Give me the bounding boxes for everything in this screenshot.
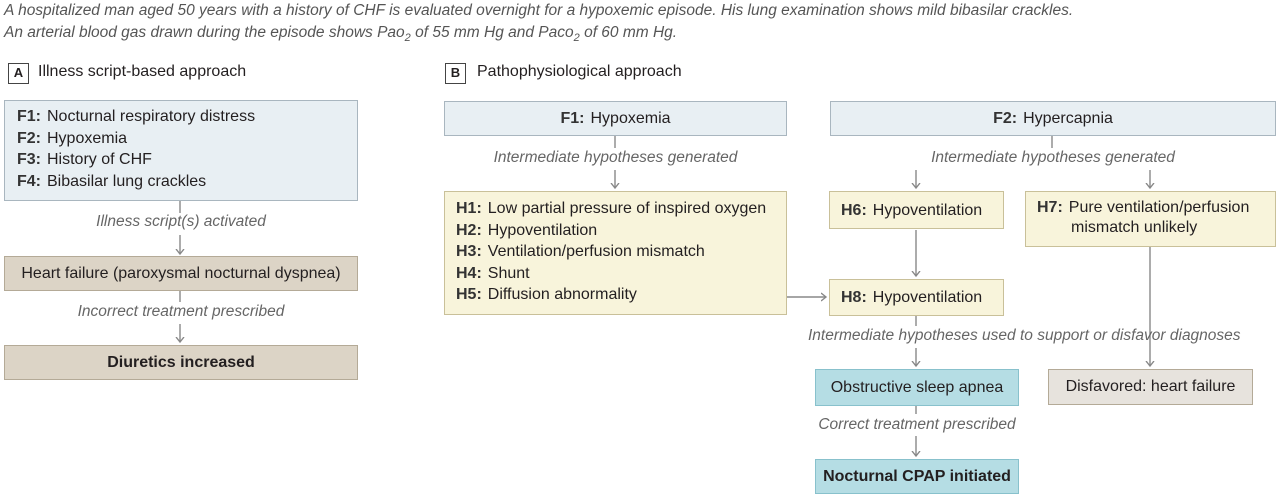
panel-b-note-left: Intermediate hypotheses generated — [493, 149, 738, 166]
hypothesis-h3: H3: Ventilation/perfusion mismatch — [456, 243, 705, 260]
panel-b-treatment-box: Nocturnal CPAP initiated — [815, 459, 1019, 494]
panel-b-title: Pathophysiological approach — [477, 63, 682, 80]
panel-a-note-incorrect: Incorrect treatment prescribed — [77, 303, 285, 320]
case-description — [4, 0, 1274, 49]
panel-b-letter: B — [445, 63, 466, 84]
panel-b-note-support: Intermediate hypotheses used to support or disfavor diagnoses — [808, 327, 1241, 344]
panel-a-diagnosis-box: Heart failure (paroxysmal nocturnal dyspnea) — [4, 256, 358, 291]
panel-b-diagnosis-box: Obstructive sleep apnea — [815, 369, 1019, 406]
panel-b-disfavored-box: Disfavored: heart failure — [1048, 369, 1253, 405]
panel-a-letter: A — [8, 63, 29, 84]
panel-b-h7-box: H7: Pure ventilation/perfusion mismatch unlikely — [1025, 191, 1276, 247]
finding-f1: F1: Nocturnal respiratory distress — [17, 108, 256, 125]
hypothesis-h2: H2: Hypoventilation — [456, 221, 598, 239]
panel-b-note-right: Intermediate hypotheses generated — [931, 149, 1175, 166]
finding-f4: F4: Bibasilar lung crackles — [17, 172, 207, 190]
panel-a-treatment-box: Diuretics increased — [4, 345, 358, 380]
hypothesis-h1: H1: Low partial pressure of inspired oxygen — [456, 200, 767, 217]
panel-b-hypotheses-box — [444, 191, 787, 315]
finding-f3: F3: History of CHF — [17, 151, 152, 168]
case-description-line2: An arterial blood gas drawn during the episode shows Pao$_2$ of 55 mm Hg and Paco$_2$ of 60 mm Hg. — [4, 24, 678, 45]
panel-a-findings-box — [4, 100, 358, 201]
panel-b-note-treatment: Correct treatment prescribed — [818, 416, 1016, 433]
panel-b-h8-box: H8: Hypoventilation — [829, 279, 1004, 316]
hypothesis-h5: H5: Diffusion abnormality — [456, 286, 637, 303]
panel-a-note-activated: Illness script(s) activated — [96, 213, 266, 230]
panel-b-f1-box: F1: Hypoxemia — [444, 101, 787, 136]
panel-b-h6-box: H6: Hypoventilation — [829, 191, 1004, 229]
finding-f2: F2: Hypoxemia — [17, 129, 128, 147]
hypothesis-h4: H4: Shunt — [456, 264, 530, 282]
panel-b-f2-box: F2: Hypercapnia — [830, 101, 1276, 136]
case-description-line1: A hospitalized man aged 50 years with a history of CHF is evaluated overnight for a hypoxemic episode. His lung examination shows mild bibasilar crackles. — [4, 2, 1074, 19]
panel-a-title: Illness script-based approach — [38, 63, 247, 80]
